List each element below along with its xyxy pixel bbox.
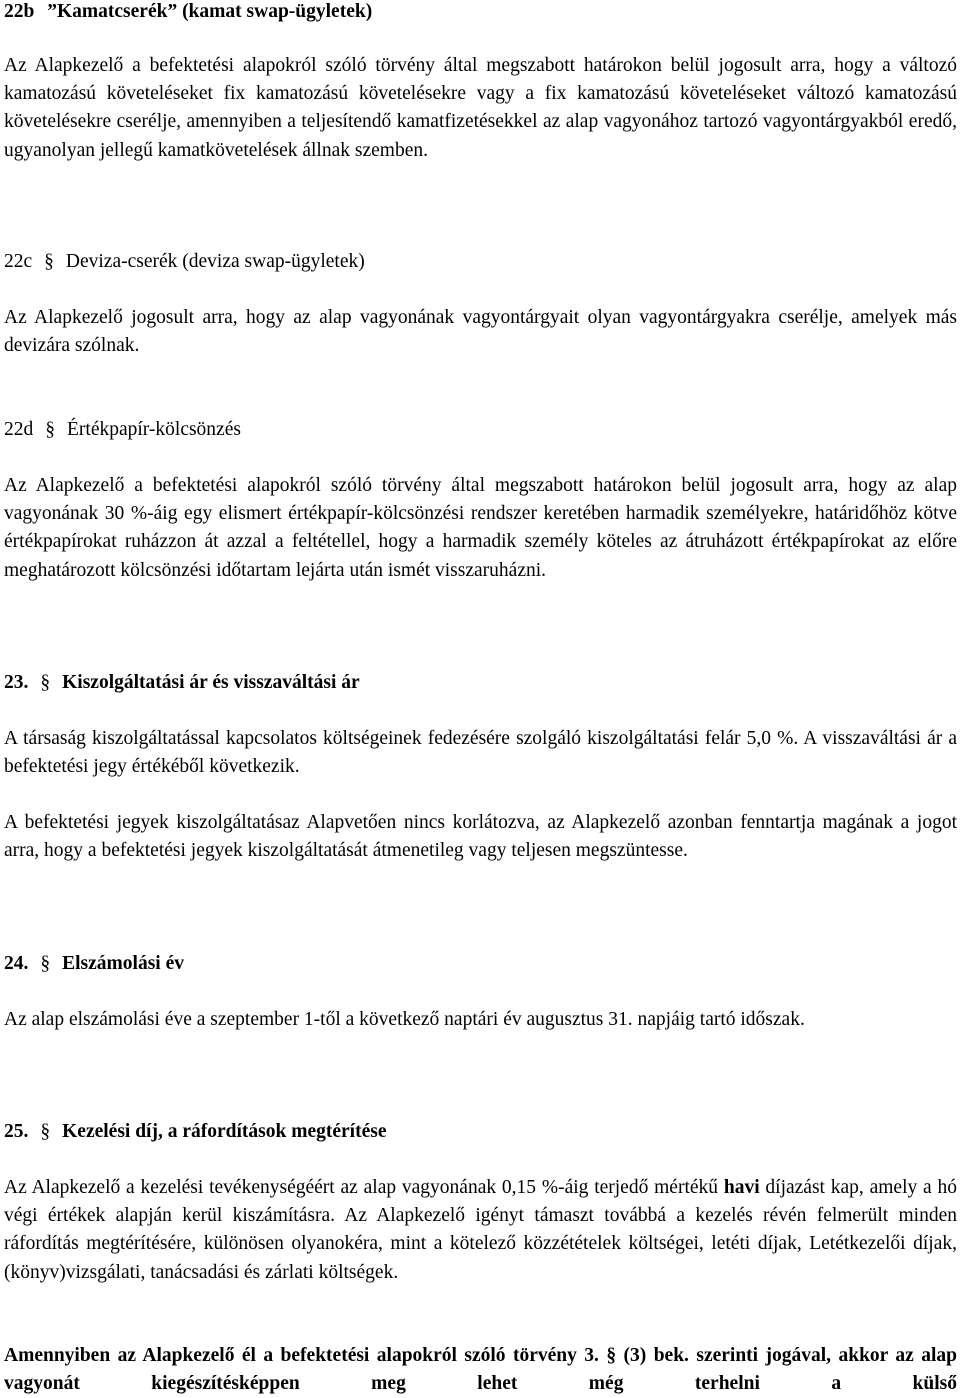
section-24-heading — [4, 950, 957, 978]
section-title: Deviza-cserék (deviza swap-ügyletek) — [65, 251, 365, 272]
section-title: ”Kamatcserék” (kamat swap-ügyletek) — [47, 1, 373, 22]
section-22c-heading — [4, 248, 957, 276]
section-23-paragraph-2: A befektetési jegyek kiszolgáltatásaz Alapvetően nincs korlátozva, az Alapkezelő azonban fenntartja magának a jogot arra, hogy a befektetési jegyek kiszolgáltatását átmenetileg vagy teljesen megszüntesse. — [4, 812, 957, 862]
section-22d-heading — [4, 416, 957, 444]
section-symbol: § — [40, 953, 51, 974]
section-symbol: § — [45, 419, 55, 440]
section-25-paragraph-1 — [4, 1174, 957, 1287]
paragraph-text: díjazást kap, amely a hó végi értékek alapján kerül kiszámításra. Az Alapkezelő igényt támaszt továbbá a kezelés révén felmerült minden ráfordítás megtérítésére, különösen olyanokéra, mint a kötelező közzétételek költségei, letéti díjak, Letétkezelői díjak, (könyv)vizsgálati, tanácsadási és zárlati költségek. — [4, 1177, 958, 1283]
section-number: 24. — [4, 953, 29, 974]
section-23-paragraph-1: A társaság kiszolgáltatással kapcsolatos költségeinek fedezésére szolgáló kiszolgáltatási felár 5,0 %. A visszaváltási ár a befektetési jegy értékéből következik. — [4, 728, 957, 778]
section-number: 25. — [4, 1121, 29, 1142]
section-24-paragraph: Az alap elszámolási éve a szeptember 1-től a következő naptári év augusztus 31. napjáig tartó időszak. — [4, 1009, 805, 1030]
section-number: 22c — [4, 251, 33, 272]
section-title: Elszámolási év — [62, 953, 184, 974]
section-title: Kiszolgáltatási ár és visszaváltási ár — [62, 672, 360, 693]
section-23-heading — [4, 669, 957, 697]
section-number: 22d — [4, 419, 34, 440]
section-number: 23. — [4, 672, 29, 693]
section-22b-heading — [4, 0, 957, 26]
section-25-paragraph-2: Amennyiben az Alapkezelő él a befektetési alapokról szóló törvény 3. § (3) bek. szerinti jogával, akkor az alap vagyonát kiegészítésképpen meg lehet még terhelni a külső — [4, 1345, 957, 1395]
section-22b-paragraph: Az Alapkezelő a befektetési alapokról szóló törvény által megszabott határokon belül jogosult arra, hogy a változó kamatozású követeléseket fix kamatozású követelésekre vagy a fix kamatozású követeléseket változó kamatozású követelésekre cserélje, amennyiben a teljesítendő kamatfizetésekkel az alap vagyonához tartozó vagyontárgyakból eredő, ugyanolyan jellegű kamatkövetelések állnak szemben. — [4, 55, 957, 161]
section-symbol: § — [40, 1121, 51, 1142]
section-symbol: § — [44, 251, 54, 272]
section-title: Kezelési díj, a ráfordítások megtérítése — [62, 1121, 387, 1142]
section-25-heading — [4, 1118, 957, 1146]
section-symbol: § — [40, 672, 51, 693]
section-22d-paragraph: Az Alapkezelő a befektetési alapokról szóló törvény által megszabott határokon belül jogosult arra, hogy az alap vagyonának 30 %-áig egy elismert értékpapír-kölcsönzési rendszer keretében harmadik személyekre, határidőhöz kötve értékpapírokat ruházzon át azzal a feltétellel, hogy a harmadik személy köteles az átruházott értékpapírokat az előre meghatározott kölcsönzési időtartam lejárta után ismét visszaruházni. — [4, 475, 957, 581]
section-title: Értékpapír-kölcsönzés — [67, 419, 241, 440]
section-number: 22b — [4, 1, 35, 22]
section-22c-paragraph: Az Alapkezelő jogosult arra, hogy az alap vagyonának vagyontárgyait olyan vagyontárgyakra cserélje, amelyek más devizára szólnak. — [4, 307, 957, 357]
paragraph-text: Az Alapkezelő a kezelési tevékenységéért az alap vagyonának 0,15 %-áig terjedő mértékű — [4, 1177, 724, 1198]
emphasis-text: havi — [723, 1177, 760, 1198]
